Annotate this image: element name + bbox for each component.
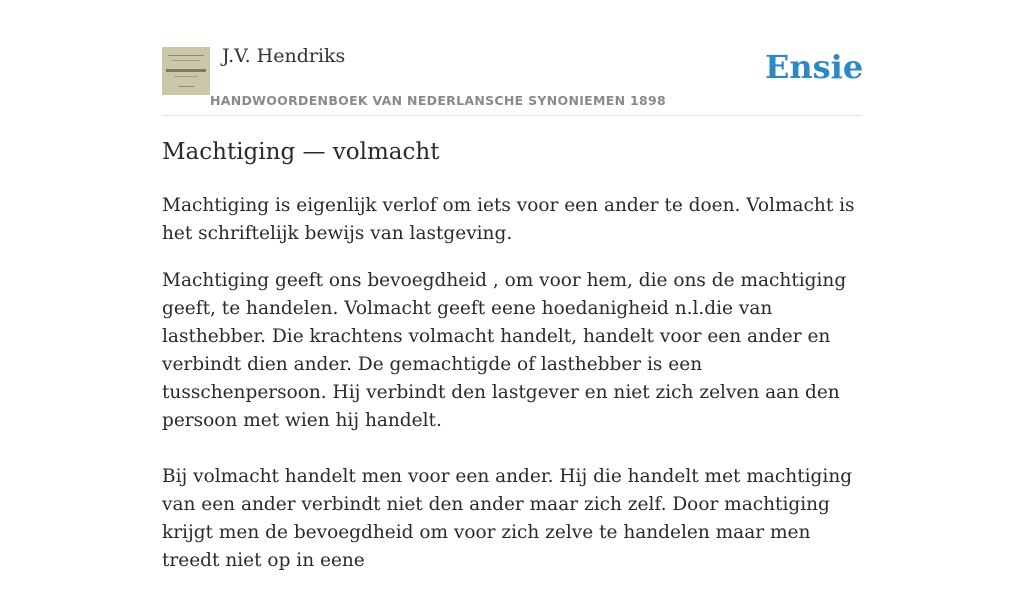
entry-paragraph: Machtiging is eigenlijk verlof om iets voor een ander te doen. Volmacht is het schriftelijk bewijs van lastgeving. xyxy=(162,195,855,244)
entry-body xyxy=(162,192,862,594)
header-divider xyxy=(162,115,862,116)
ensie-logo[interactable]: Ensie xyxy=(765,48,864,86)
entry-paragraph: Machtiging geeft ons bevoegdheid , om voor hem, die ons de machtiging geeft, te handelen. Volmacht geeft eene hoedanigheid n.l.die van lasthebber. Die krachtens volmacht handelt, handelt voor een ander en verbindt dien ander. De gemachtigde of lasthebber is een tusschenpersoon. Hij verbindt den lastgever en niet zich zelven aan den persoon met wien hij handelt. Bij volmacht handelt men voor een ander. Hij die handelt met machtiging van een ander verbindt niet den ander maar zich zelf. Door machtiging krijgt men de bevoegdheid om voor zich zelve te handelen maar men treedt niet op in eene xyxy=(162,270,853,571)
book-cover-image xyxy=(162,47,210,95)
entry-title: Machtiging — volmacht xyxy=(162,139,440,165)
book-cover-avatar[interactable] xyxy=(162,47,210,95)
author-name[interactable]: J.V. Hendriks xyxy=(222,45,346,67)
source-title[interactable]: HANDWOORDENBOEK VAN NEDERLANSCHE SYNONIEMEN 1898 xyxy=(210,93,667,108)
